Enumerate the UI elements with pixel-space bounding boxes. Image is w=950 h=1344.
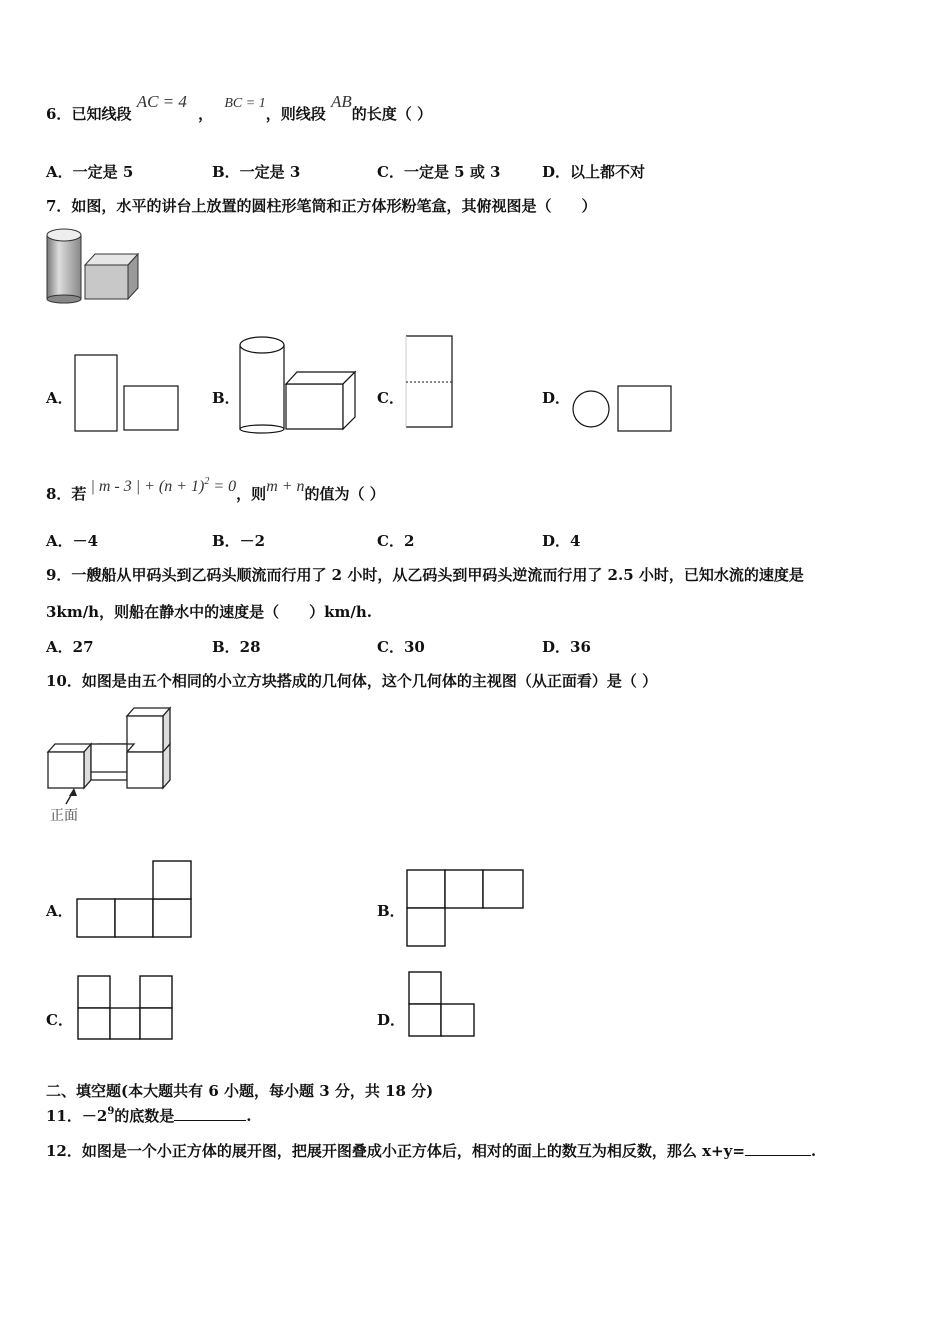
q6-option-b: B．一定是 3 xyxy=(212,163,301,181)
q10-option-a-figure xyxy=(76,860,194,940)
q8-option-b: B．－2 xyxy=(212,532,266,550)
q10-front-label: 正面 xyxy=(50,808,78,824)
q8-math-equation xyxy=(90,478,236,495)
q9-option-c: C．30 xyxy=(377,638,425,656)
q6-stem xyxy=(46,92,432,126)
q12-stem xyxy=(46,1141,816,1161)
q11-base: －2 xyxy=(81,1107,108,1125)
q6-option-a: A．一定是 5 xyxy=(46,163,134,181)
q8-option-d: D．4 xyxy=(542,532,581,550)
q7-option-a-label: A． xyxy=(46,389,73,407)
q11-answer-blank[interactable] xyxy=(174,1106,246,1121)
q7-stem: 7．如图，水平的讲台上放置的圆柱形笔筒和正方体形粉笔盒，其俯视图是（ ） xyxy=(46,197,597,215)
q6-math-ab: AB xyxy=(330,92,352,111)
q8-option-c: C．2 xyxy=(377,532,415,550)
q10-option-b-figure xyxy=(406,869,528,949)
q6-text-1: 已知线段 xyxy=(71,105,132,123)
section2-title: 二、填空题(本大题共有 6 小题，每小题 3 分，共 18 分) xyxy=(46,1082,434,1100)
q6-sep: ， xyxy=(198,105,214,123)
q9-option-a: A．27 xyxy=(46,638,94,656)
q8-text-2: ，则 xyxy=(236,485,267,503)
q9-stem-line2: 3km/h，则船在静水中的速度是（ ）km/h. xyxy=(46,603,372,621)
q9-option-b: B．28 xyxy=(212,638,261,656)
q6-option-c: C．一定是 5 或 3 xyxy=(377,163,501,181)
q7-option-b-figure xyxy=(237,334,361,434)
q8-number: 8．若 xyxy=(46,485,87,503)
q11-text: 的底数是 xyxy=(114,1107,175,1125)
q6-option-d: D．以上都不对 xyxy=(542,163,646,181)
q6-number: 6． xyxy=(46,105,72,123)
q11-number: 11． xyxy=(46,1107,82,1125)
q9-option-d: D．36 xyxy=(542,638,591,656)
q7-option-d-label: D． xyxy=(542,389,571,407)
q7-option-d-figure xyxy=(570,384,676,434)
q10-option-d-label: D． xyxy=(377,1011,406,1029)
q6-math-ac: AC = 4 xyxy=(136,92,187,111)
q8-math-lhs: | m - 3 | + (n + 1) xyxy=(90,478,205,495)
q12-text: 12．如图是一个小正方体的展开图，把展开图叠成小正方体后，相对的面上的数互为相反数，那么 x+y= xyxy=(46,1142,745,1160)
q10-option-c-label: C． xyxy=(46,1011,73,1029)
q9-stem-line1: 9．一艘船从甲码头到乙码头顺流而行用了 2 小时，从乙码头到甲码头逆流而行用了 2.5 小时，已知水流的速度是 xyxy=(46,566,804,584)
q11-stem xyxy=(46,1106,252,1129)
q11-exponent: 9 xyxy=(107,1106,115,1117)
q7-option-c-label: C． xyxy=(377,389,404,407)
q6-text-3: 的长度（ ） xyxy=(351,105,432,123)
q10-option-a-label: A． xyxy=(46,902,73,920)
q7-option-c-figure xyxy=(404,334,456,430)
q6-text-2: ，则线段 xyxy=(265,105,326,123)
q6-math-bc: BC = 1 xyxy=(224,96,266,111)
q10-option-d-figure xyxy=(408,971,478,1041)
q7-option-b-label: B． xyxy=(212,389,240,407)
q8-math-exponent: 2 xyxy=(204,476,210,487)
q8-option-a: A．－4 xyxy=(46,532,99,550)
q8-math-rhs: = 0 xyxy=(209,478,237,495)
q7-option-a-figure xyxy=(74,354,184,434)
q11-end: . xyxy=(246,1107,252,1125)
q12-answer-blank[interactable] xyxy=(745,1141,811,1156)
q10-option-c-figure xyxy=(77,975,177,1041)
q10-stem: 10．如图是由五个相同的小立方块搭成的几何体，这个几何体的主视图（从正面看）是（ ） xyxy=(46,672,658,690)
q8-stem xyxy=(46,476,385,507)
q8-math-sum: m + n xyxy=(266,478,305,495)
q7-figure-cylinder-and-box xyxy=(44,226,144,306)
q8-text-3: 的值为（ ） xyxy=(304,485,385,503)
q10-option-b-label: B． xyxy=(377,902,405,920)
q12-end: . xyxy=(810,1142,817,1160)
